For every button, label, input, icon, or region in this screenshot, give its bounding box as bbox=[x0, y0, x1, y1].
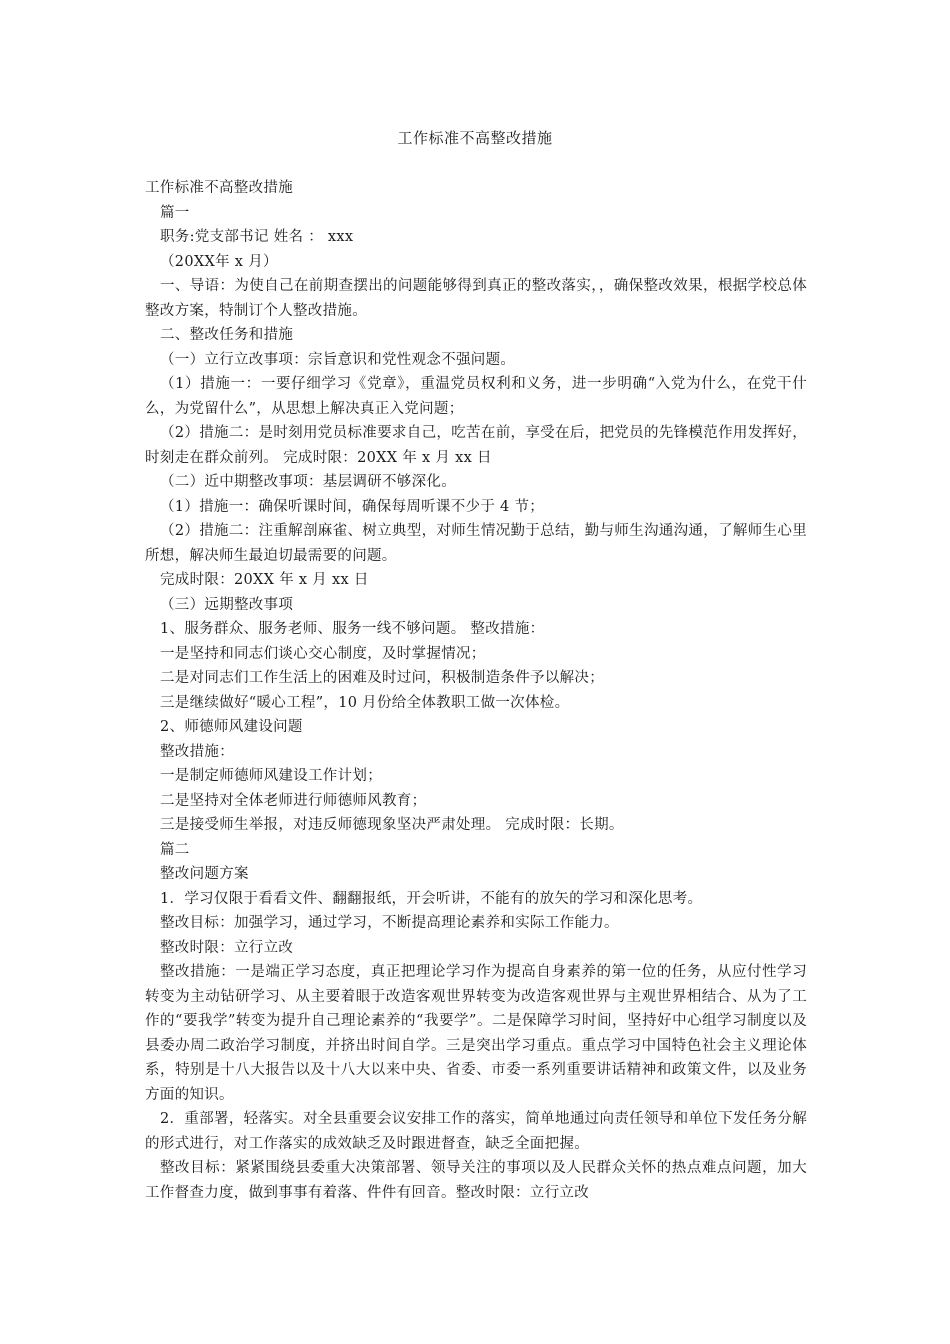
paragraph: 三是继续做好“暖心工程”，10 月份给全体教职工做一次体检。 bbox=[160, 694, 570, 711]
paragraph: 篇一 bbox=[160, 204, 190, 221]
paragraph: 二是坚持对全体老师进行师德师风教育； bbox=[160, 792, 427, 809]
paragraph: 工作标准不高整改措施 bbox=[145, 180, 293, 196]
paragraph: （1）措施一：确保听课时间，确保每周听课不少于 4 节； bbox=[160, 498, 545, 515]
paragraph: 篇二 bbox=[160, 841, 190, 858]
paragraph: 1、服务群众、服务老师、服务一线不够问题。 整改措施： bbox=[160, 621, 545, 637]
paragraph: 三是接受师生举报，对违反师德现象坚决严肃处理。 完成时限：长期。 bbox=[160, 817, 624, 833]
paragraph: 整改时限：立行立改 bbox=[160, 939, 294, 956]
paragraph: 2．重部署，轻落实。对全县重要会议安排工作的落实，简单地通过向责任领导和单位下发任务分解的形式进行，对工作落实的成效缺乏及时跟进督查，缺乏全面把握。 bbox=[145, 1111, 807, 1152]
paragraph: 职务:党支部书记 姓名 ： xxx bbox=[160, 229, 354, 245]
paragraph: （二）近中期整改事项：基层调研不够深化。 bbox=[160, 474, 456, 490]
paragraph: 整改目标：紧紧围绕县委重大决策部署、领导关注的事项以及人民群众关怀的热点难点问题，加大工作督查力度，做到事事有着落、件件有回音。整改时限：立行立改 bbox=[145, 1160, 807, 1201]
paragraph: 二、整改任务和措施 bbox=[160, 327, 294, 343]
paragraph: 一、导语：为使自己在前期查摆出的问题能够得到真正的整改落实，，确保整改效果，根据学校总体整改方案，特制订个人整改措施。 bbox=[145, 278, 807, 319]
paragraph: 一是坚持和同志们谈心交心制度，及时掌握情况； bbox=[160, 645, 486, 662]
paragraph: （20XX年 x 月） bbox=[160, 253, 278, 270]
document-body bbox=[145, 176, 807, 1205]
paragraph: 二是对同志们工作生活上的困难及时过问，积极制造条件予以解决； bbox=[160, 670, 604, 686]
paragraph: （三）远期整改事项 bbox=[160, 596, 294, 613]
paragraph: 一是制定师德师风建设工作计划； bbox=[160, 768, 382, 784]
paragraph: 整改目标：加强学习，通过学习，不断提高理论素养和实际工作能力。 bbox=[160, 915, 619, 931]
paragraph: 整改问题方案 bbox=[160, 866, 249, 882]
document-title: 工作标准不高整改措施 bbox=[397, 129, 553, 147]
paragraph: （2）措施二：注重解剖麻雀、树立典型，对师生情况勤于总结，勤与师生沟通沟通，了解师生心里所想，解决师生最迫切最需要的问题。 bbox=[145, 523, 807, 564]
paragraph: （一）立行立改事项：宗旨意识和党性观念不强问题。 bbox=[160, 351, 516, 368]
paragraph: （2）措施二：是时刻用党员标准要求自己，吃苦在前，享受在后，把党员的先锋模范作用发挥好，时刻走在群众前列。 完成时限：20XX 年 x 月 xx 日 bbox=[145, 425, 807, 466]
paragraph: 2、师德师风建设问题 bbox=[160, 719, 303, 735]
paragraph: 完成时限：20XX 年 x 月 xx 日 bbox=[160, 572, 369, 588]
paragraph: 1．学习仅限于看看文件、翻翻报纸，开会听讲，不能有的放矢的学习和深化思考。 bbox=[160, 890, 703, 907]
paragraph: 整改措施：一是端正学习态度，真正把理论学习作为提高自身素养的第一位的任务，从应付性学习转变为主动钻研学习、从主要着眼于改造客观世界转变为改造客观世界与主观世界相结合、从为了工作的“要我学”转变为提升自己理论素养的“我要学”。二是保障学习时间，坚持好中心组学习制度以及县委办周二政治学习制度，并挤出时间自学。三是突出学习重点。重点学习中国特色社会主义理论体系，特别是十八大报告以及十八大以来中央、省委、市委一系列重要讲话精神和政策文件，以及业务方面的知识。 bbox=[145, 964, 807, 1103]
paragraph: （1）措施一：一要仔细学习《党章》，重温党员权利和义务，进一步明确“入党为什么，在党干什么，为党留什么”，从思想上解决真正入党问题； bbox=[145, 376, 807, 417]
paragraph: 整改措施： bbox=[160, 743, 234, 760]
